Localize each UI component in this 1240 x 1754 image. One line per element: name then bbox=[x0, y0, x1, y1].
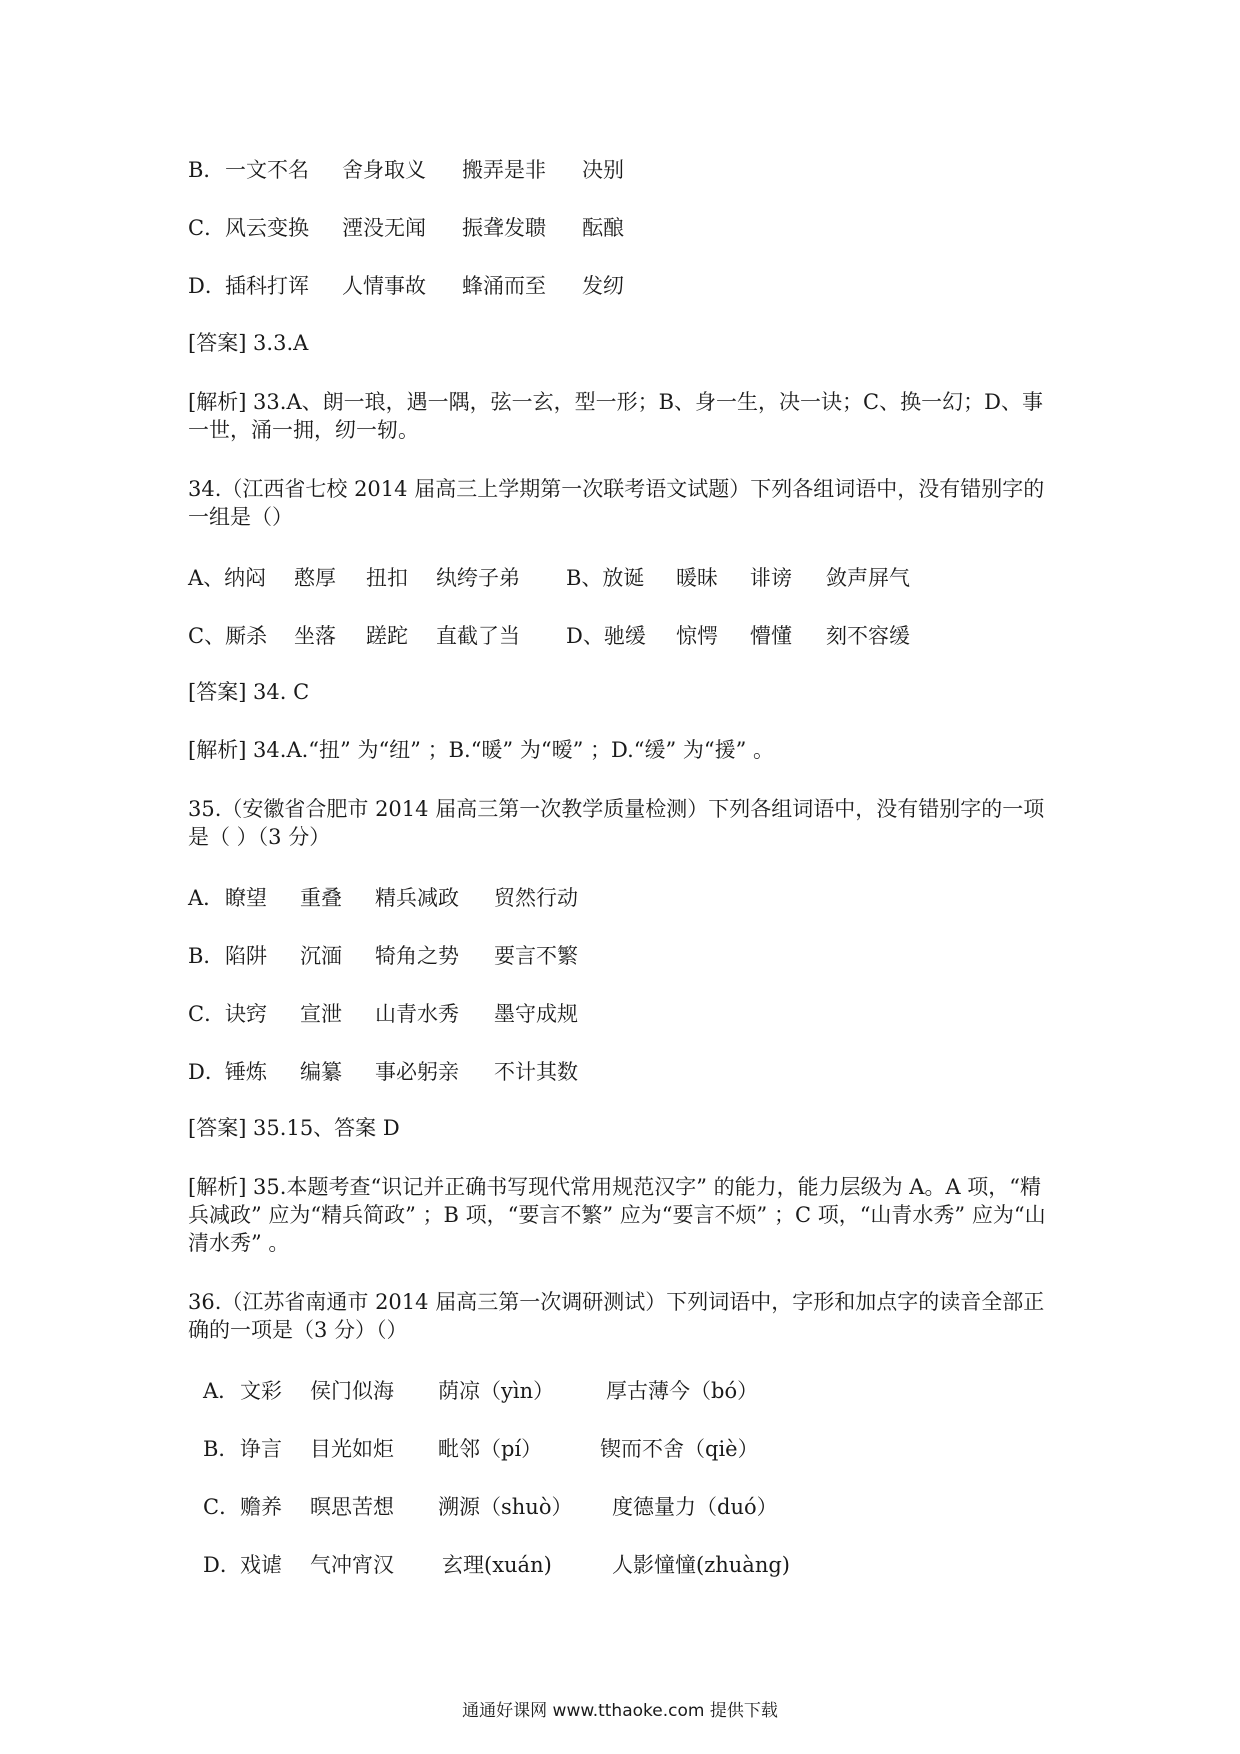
option-letter: D． bbox=[188, 1060, 226, 1084]
option-word-4: 不计其数 bbox=[494, 1060, 578, 1084]
q33-option-b bbox=[0, 154, 1240, 182]
option-b-word-3: 诽谤 bbox=[750, 566, 792, 590]
option-word-2: 重叠 bbox=[300, 886, 342, 910]
q35-stem-line-1: 35.（安徽省合肥市 2014 届高三第一次教学质量检测）下列各组词语中，没有错别字的一项 bbox=[188, 797, 1045, 821]
option-word-2: 舍身取义 bbox=[342, 158, 426, 182]
q35-option-d bbox=[0, 1056, 1240, 1084]
option-word-4: 发纫 bbox=[582, 274, 624, 298]
option-word-3: 事必躬亲 bbox=[375, 1060, 459, 1084]
option-word-1: 瞭望 bbox=[225, 886, 267, 910]
q34-analysis: [解析] 34.A.“扭” 为“纽” ；B.“暖” 为“暧” ；D.“缓” 为“援” 。 bbox=[188, 738, 775, 762]
option-word-2: 暝思苦想 bbox=[310, 1495, 394, 1519]
option-word-1: 陷阱 bbox=[225, 944, 267, 968]
page-footer: 通通好课网 www.tthaoke.com 提供下载 bbox=[462, 1701, 778, 1721]
option-letter: D． bbox=[188, 274, 226, 298]
option-letter: B． bbox=[188, 944, 225, 968]
option-word-2: 侯门似海 bbox=[310, 1379, 394, 1403]
option-word-3: 精兵减政 bbox=[375, 886, 459, 910]
q33-analysis-line-2: 一世，涌一拥，纫一轫。 bbox=[188, 418, 419, 442]
option-letter: C． bbox=[203, 1495, 241, 1519]
q35-option-b bbox=[0, 940, 1240, 968]
option-letter: B． bbox=[203, 1437, 240, 1461]
q35-option-c bbox=[0, 998, 1240, 1026]
option-word-1: 锤炼 bbox=[225, 1060, 267, 1084]
q35-answer: [答案] 35.15、答案 D bbox=[188, 1116, 400, 1140]
option-letter: C． bbox=[188, 1002, 226, 1026]
option-letter: A． bbox=[188, 886, 225, 910]
option-word-2: 目光如炬 bbox=[310, 1437, 394, 1461]
option-letter: C． bbox=[188, 216, 226, 240]
option-c-word-3: 蹉跎 bbox=[366, 624, 408, 648]
q35-analysis-line-2: 兵减政” 应为“精兵简政” ；B 项，“要言不繁” 应为“要言不烦” ；C 项，“山青水秀” 应为“山 bbox=[188, 1203, 1046, 1227]
q34-stem-line-1: 34.（江西省七校 2014 届高三上学期第一次联考语文试题）下列各组词语中，没有错别字的 bbox=[188, 477, 1045, 501]
q34-options-row-2 bbox=[0, 620, 1240, 648]
q35-option-a bbox=[0, 882, 1240, 910]
option-a-word-3: 扭扣 bbox=[366, 566, 408, 590]
q35-stem-line-2: 是（ ）（3 分） bbox=[188, 825, 331, 849]
option-word-3: 溯源（shuò） bbox=[438, 1495, 573, 1519]
option-d: D、驰缓 bbox=[566, 624, 646, 648]
option-word-1: 一文不名 bbox=[225, 158, 309, 182]
option-word-2: 湮没无闻 bbox=[342, 216, 426, 240]
option-c-word-2: 坐落 bbox=[294, 624, 336, 648]
option-a-word-2: 憨厚 bbox=[294, 566, 336, 590]
q33-analysis-line-1: [解析] 33.A、朗一琅，遇一隅，弦一玄，型一形；B、身一生，决一诀；C、换一幻；D、事 bbox=[188, 390, 1043, 414]
option-word-1: 诤言 bbox=[240, 1437, 282, 1461]
option-word-4: 墨守成规 bbox=[494, 1002, 578, 1026]
option-word-3: 山青水秀 bbox=[375, 1002, 459, 1026]
q34-options-row-1 bbox=[0, 562, 1240, 590]
q33-answer: [答案] 3.3.A bbox=[188, 331, 309, 355]
option-word-1: 风云变换 bbox=[225, 216, 309, 240]
option-word-2: 编纂 bbox=[300, 1060, 342, 1084]
option-letter: B． bbox=[188, 158, 225, 182]
option-word-3: 玄理(xuán) bbox=[442, 1553, 552, 1577]
option-word-4: 度德量力（duó） bbox=[612, 1495, 778, 1519]
q36-option-a bbox=[0, 1375, 1240, 1403]
option-word-1: 赡养 bbox=[240, 1495, 282, 1519]
option-word-4: 人影憧憧(zhuàng) bbox=[612, 1553, 790, 1577]
option-word-2: 宣泄 bbox=[300, 1002, 342, 1026]
option-word-3: 犄角之势 bbox=[375, 944, 459, 968]
option-c: C、厮杀 bbox=[188, 624, 268, 648]
option-letter: D． bbox=[203, 1553, 241, 1577]
q36-stem-line-1: 36.（江苏省南通市 2014 届高三第一次调研测试）下列词语中，字形和加点字的读音全部正 bbox=[188, 1290, 1045, 1314]
q36-stem-line-2: 确的一项是（3 分）（） bbox=[188, 1318, 408, 1342]
option-c-word-4: 直截了当 bbox=[436, 624, 520, 648]
option-word-4: 厚古薄今（bó） bbox=[606, 1379, 759, 1403]
option-word-2: 沉湎 bbox=[300, 944, 342, 968]
option-word-3: 搬弄是非 bbox=[462, 158, 546, 182]
option-b-word-2: 暖昧 bbox=[676, 566, 718, 590]
option-word-3: 蜂涌而至 bbox=[462, 274, 546, 298]
option-a-word-4: 纨绔子弟 bbox=[436, 566, 520, 590]
option-word-3: 振聋发聩 bbox=[462, 216, 546, 240]
option-word-4: 决别 bbox=[582, 158, 624, 182]
q33-option-c bbox=[0, 212, 1240, 240]
option-b-word-4: 敛声屏气 bbox=[826, 566, 910, 590]
option-word-1: 诀窍 bbox=[225, 1002, 267, 1026]
option-letter: A． bbox=[203, 1379, 240, 1403]
option-word-2: 人情事故 bbox=[342, 274, 426, 298]
q36-option-c bbox=[0, 1491, 1240, 1519]
option-d-word-2: 惊愕 bbox=[676, 624, 718, 648]
option-word-3: 荫凉（yìn） bbox=[438, 1379, 555, 1403]
option-word-4: 要言不繁 bbox=[494, 944, 578, 968]
option-d-word-3: 懵懂 bbox=[750, 624, 792, 648]
option-word-3: 毗邻（pí） bbox=[438, 1437, 543, 1461]
q36-option-d bbox=[0, 1549, 1240, 1577]
q34-answer: [答案] 34. C bbox=[188, 680, 310, 704]
q36-option-b bbox=[0, 1433, 1240, 1461]
q35-analysis-line-3: 清水秀” 。 bbox=[188, 1231, 290, 1255]
option-word-4: 锲而不舍（qiè） bbox=[600, 1437, 759, 1461]
option-b: B、放诞 bbox=[566, 566, 645, 590]
option-a: A、纳闷 bbox=[188, 566, 267, 590]
option-word-4: 贸然行动 bbox=[494, 886, 578, 910]
option-word-1: 文彩 bbox=[240, 1379, 282, 1403]
option-word-1: 插科打诨 bbox=[225, 274, 309, 298]
q33-option-d bbox=[0, 270, 1240, 298]
option-word-4: 酝酿 bbox=[582, 216, 624, 240]
q35-analysis-line-1: [解析] 35.本题考查“识记并正确书写现代常用规范汉字” 的能力，能力层级为 A。A 项，“精 bbox=[188, 1175, 1042, 1199]
option-d-word-4: 刻不容缓 bbox=[826, 624, 910, 648]
option-word-1: 戏谑 bbox=[240, 1553, 282, 1577]
q34-stem-line-2: 一组是（） bbox=[188, 505, 293, 529]
option-word-2: 气冲宵汉 bbox=[310, 1553, 394, 1577]
